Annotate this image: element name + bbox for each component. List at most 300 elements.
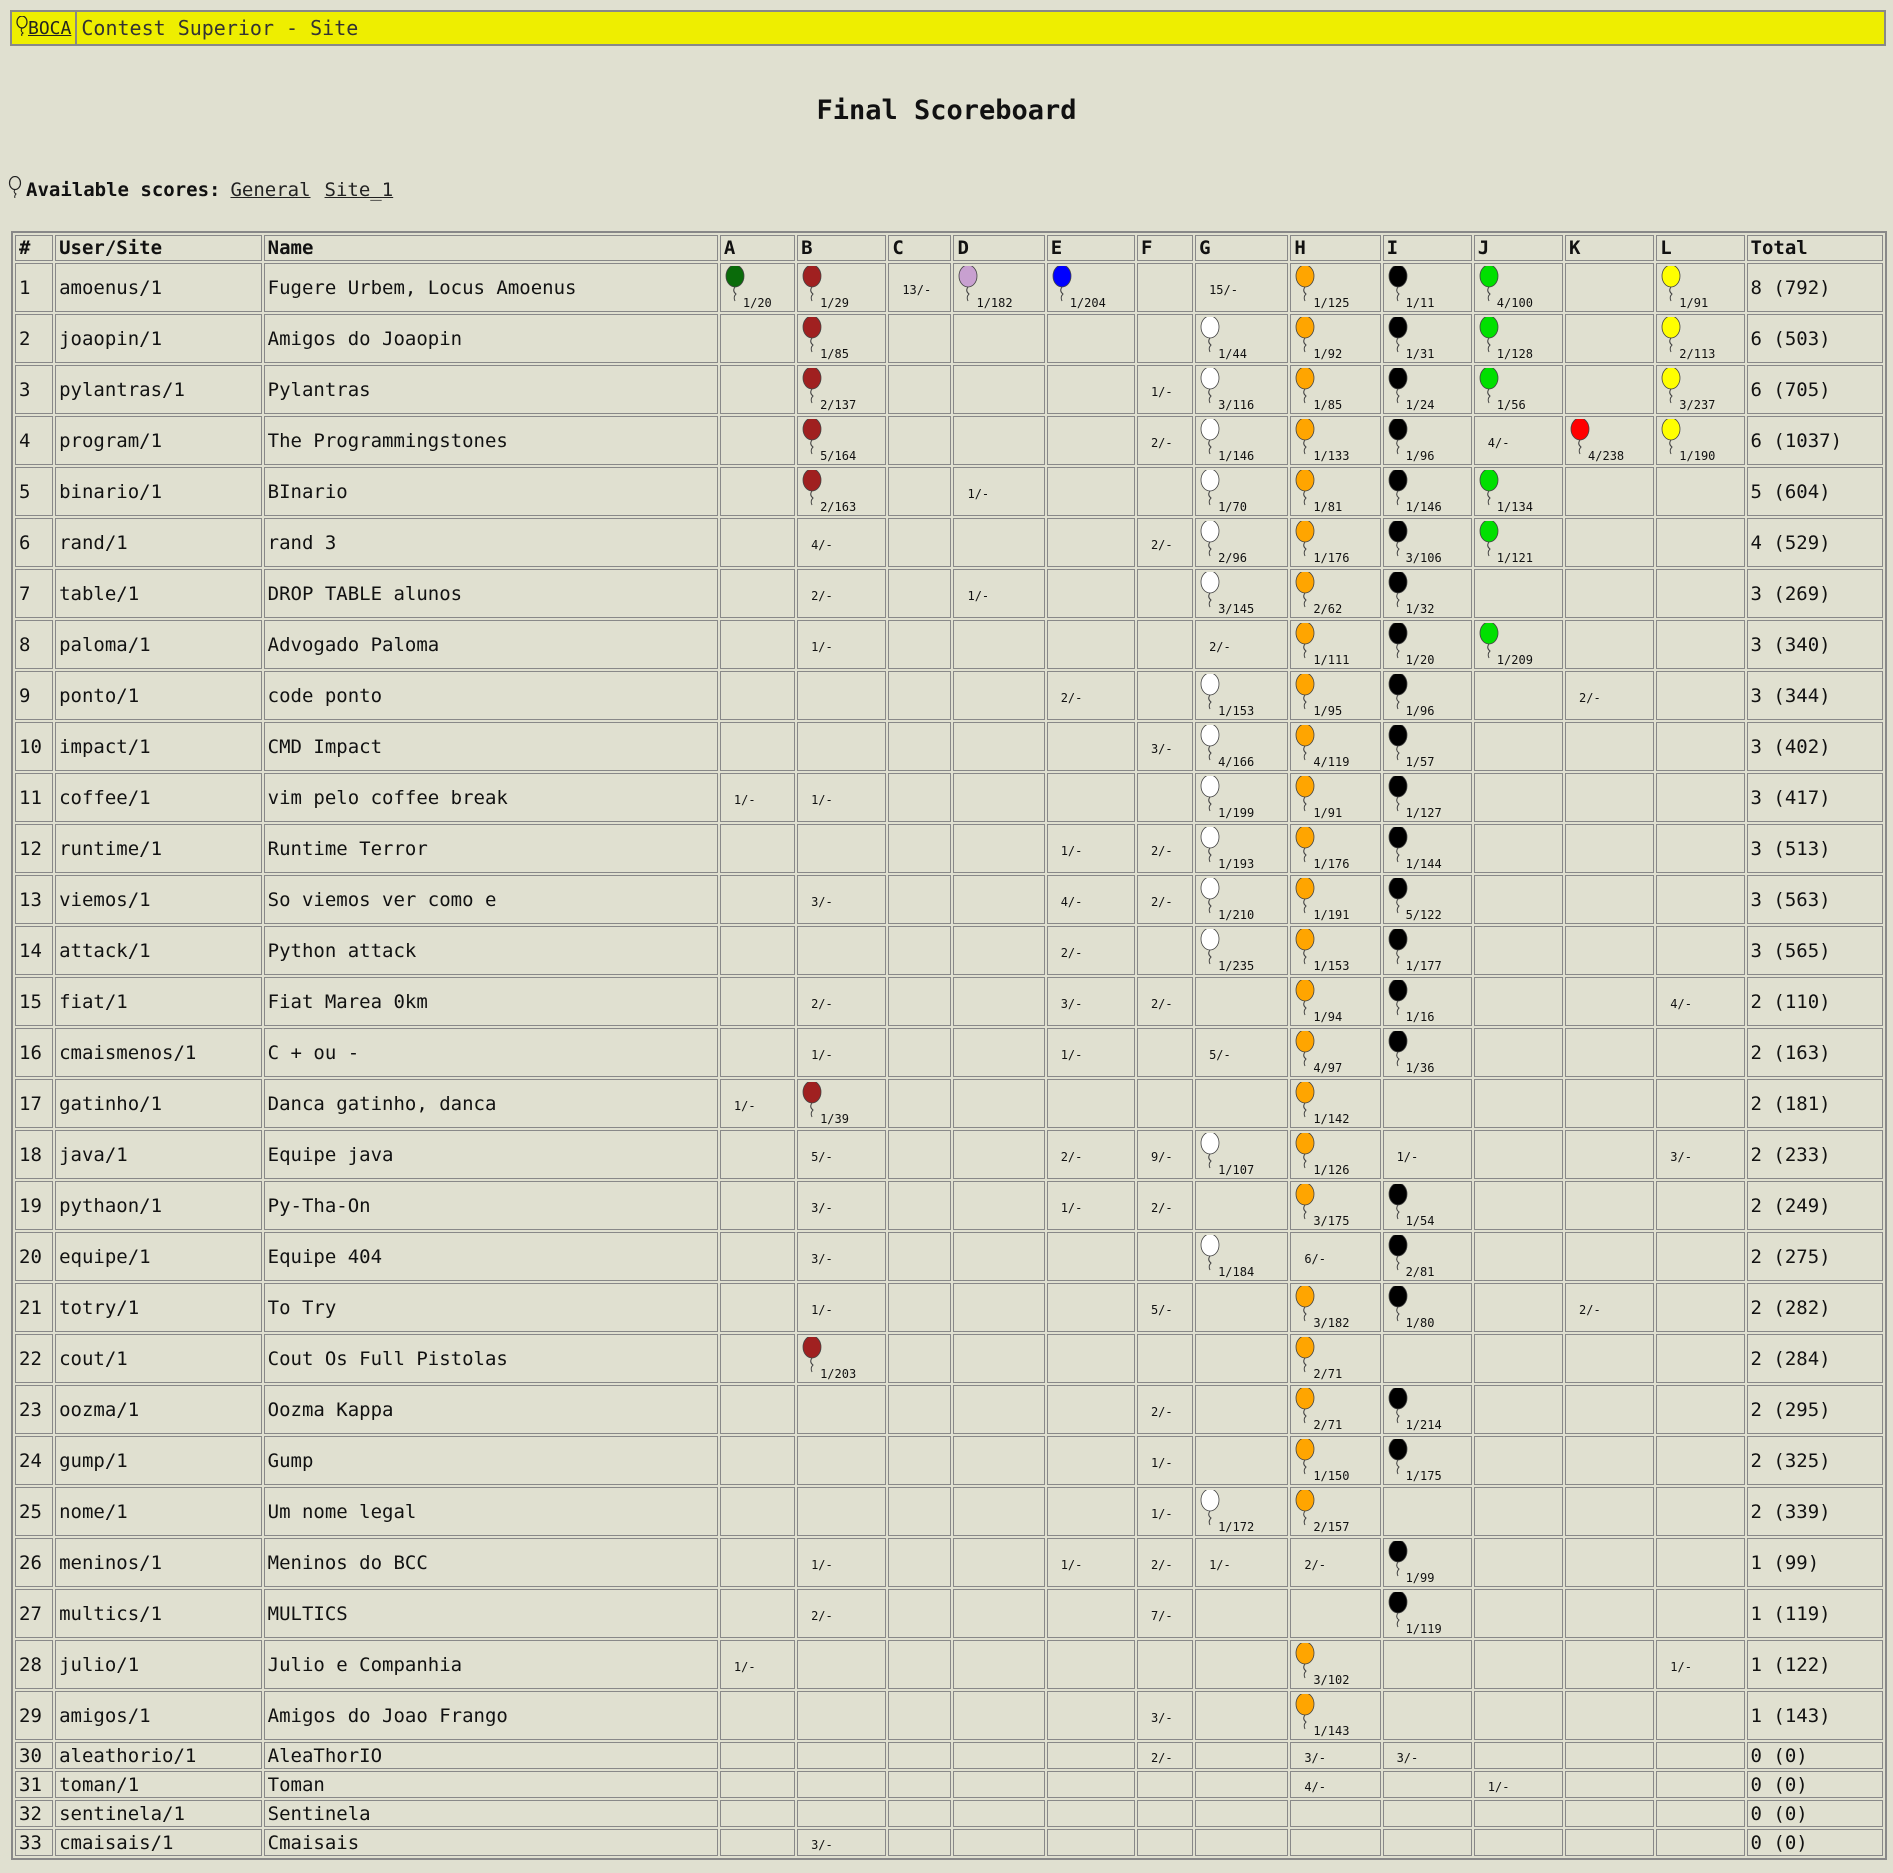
balloon-icon	[1388, 1388, 1408, 1429]
problem-cell-a	[720, 467, 795, 516]
problem-cell-c	[888, 824, 951, 873]
team-name-cell: rand 3	[264, 518, 718, 567]
problem-score: 5/122	[1405, 908, 1442, 922]
problem-cell-l	[1656, 1640, 1744, 1689]
rank-cell: 11	[15, 773, 53, 822]
balloon-icon	[958, 266, 978, 307]
user-site-cell: impact/1	[55, 722, 262, 771]
problem-cell-b	[797, 1829, 886, 1856]
problem-cell-g	[1195, 1283, 1288, 1332]
problem-score: 5/164	[820, 449, 857, 463]
total-cell: 3 (565)	[1747, 926, 1884, 975]
problem-cell-a	[720, 671, 795, 720]
table-row	[15, 722, 1883, 771]
problem-score: 3/-	[1150, 1710, 1173, 1725]
rank-cell: 25	[15, 1487, 53, 1536]
problem-cell-d	[953, 314, 1044, 363]
balloon-icon	[1200, 929, 1220, 970]
problem-score: 1/57	[1405, 755, 1435, 769]
problem-cell-l	[1656, 1487, 1744, 1536]
problem-cell-e	[1047, 1800, 1135, 1827]
team-name-cell: Amigos do Joaopin	[264, 314, 718, 363]
problem-cell-h	[1290, 620, 1380, 669]
problem-score: 2/71	[1313, 1418, 1343, 1432]
problem-score: 3/-	[811, 1837, 833, 1852]
problem-cell-f	[1137, 569, 1193, 618]
table-row	[15, 1589, 1883, 1638]
problem-cell-d	[953, 1640, 1044, 1689]
problem-cell-f	[1137, 1691, 1193, 1740]
column-header: #	[15, 235, 53, 261]
problem-score: 1/-	[1150, 384, 1173, 399]
problem-cell-g	[1195, 1742, 1288, 1769]
problem-cell-d	[953, 518, 1044, 567]
total-cell: 1 (99)	[1747, 1538, 1884, 1587]
problem-score: 1/20	[1405, 653, 1435, 667]
balloon-icon	[802, 266, 822, 307]
total-cell: 0 (0)	[1747, 1771, 1884, 1798]
general-score-link[interactable]: General	[230, 178, 311, 201]
table-row	[15, 1283, 1883, 1332]
problem-cell-i	[1383, 1079, 1472, 1128]
balloon-icon	[1570, 419, 1590, 460]
team-name-cell: Equipe 404	[264, 1232, 718, 1281]
problem-cell-d	[953, 671, 1044, 720]
problem-cell-j	[1474, 569, 1563, 618]
problem-cell-j	[1474, 1829, 1563, 1856]
problem-cell-j	[1474, 1538, 1563, 1587]
problem-score: 1/111	[1313, 653, 1350, 667]
problem-cell-d	[953, 1800, 1044, 1827]
rank-cell: 13	[15, 875, 53, 924]
balloon-icon	[1295, 878, 1315, 919]
problem-cell-k	[1565, 1800, 1654, 1827]
team-name-cell: Cmaisais	[264, 1829, 718, 1856]
problem-cell-f	[1137, 1079, 1193, 1128]
balloon-icon	[802, 1337, 822, 1378]
problem-cell-l	[1656, 1829, 1744, 1856]
problem-cell-h	[1290, 1829, 1380, 1856]
problem-cell-g	[1195, 1334, 1288, 1383]
problem-cell-j	[1474, 824, 1563, 873]
problem-score: 1/146	[1405, 500, 1442, 514]
team-name-cell: Runtime Terror	[264, 824, 718, 873]
team-name-cell: To Try	[264, 1283, 718, 1332]
problem-score: 1/54	[1405, 1214, 1435, 1228]
problem-cell-j	[1474, 1800, 1563, 1827]
problem-cell-i	[1383, 1829, 1472, 1856]
problem-cell-l	[1656, 467, 1744, 516]
balloon-icon	[1388, 725, 1408, 766]
problem-cell-f	[1137, 1742, 1193, 1769]
balloon-icon	[1295, 572, 1315, 613]
problem-score: 1/56	[1496, 398, 1526, 412]
problem-cell-d	[953, 977, 1044, 1026]
problem-cell-f	[1137, 773, 1193, 822]
problem-score: 1/-	[1150, 1455, 1173, 1470]
problem-cell-d	[953, 263, 1044, 312]
problem-cell-k	[1565, 671, 1654, 720]
user-site-cell: toman/1	[55, 1771, 262, 1798]
problem-cell-g	[1195, 1640, 1288, 1689]
balloon-icon	[1200, 827, 1220, 868]
problem-score: 1/81	[1313, 500, 1343, 514]
team-name-cell: vim pelo coffee break	[264, 773, 718, 822]
problem-cell-c	[888, 1283, 951, 1332]
problem-cell-e	[1047, 1079, 1135, 1128]
problem-cell-l	[1656, 722, 1744, 771]
user-site-cell: multics/1	[55, 1589, 262, 1638]
problem-cell-g	[1195, 1232, 1288, 1281]
column-header: User/Site	[55, 235, 262, 261]
problem-cell-i	[1383, 1640, 1472, 1689]
problem-cell-h	[1290, 518, 1380, 567]
problem-score: 1/199	[1218, 806, 1255, 820]
table-row	[15, 1538, 1883, 1587]
problem-cell-b	[797, 1385, 886, 1434]
problem-cell-b	[797, 1487, 886, 1536]
problem-cell-i	[1383, 416, 1472, 465]
problem-score: 1/-	[1487, 1779, 1510, 1794]
balloon-icon	[8, 176, 22, 203]
problem-cell-e	[1047, 773, 1135, 822]
table-row	[15, 416, 1883, 465]
boca-link[interactable]: BOCA	[28, 17, 72, 39]
user-site-cell: binario/1	[55, 467, 262, 516]
problem-cell-c	[888, 1028, 951, 1077]
problem-cell-g	[1195, 1028, 1288, 1077]
problem-cell-g	[1195, 1487, 1288, 1536]
problem-cell-c	[888, 1640, 951, 1689]
problem-score: 1/184	[1218, 1265, 1255, 1279]
problem-cell-i	[1383, 1691, 1472, 1740]
problem-score: 1/172	[1218, 1520, 1255, 1534]
problem-cell-c	[888, 1742, 951, 1769]
balloon-icon	[1479, 623, 1499, 664]
problem-score: 2/157	[1313, 1520, 1350, 1534]
rank-cell: 4	[15, 416, 53, 465]
team-name-cell: CMD Impact	[264, 722, 718, 771]
problem-cell-f	[1137, 620, 1193, 669]
boca-logo[interactable]	[12, 12, 77, 44]
problem-cell-a	[720, 569, 795, 618]
total-cell: 0 (0)	[1747, 1742, 1884, 1769]
balloon-icon	[802, 419, 822, 460]
problem-score: 2/-	[1150, 1750, 1173, 1765]
problem-cell-d	[953, 467, 1044, 516]
balloon-icon	[1295, 1694, 1315, 1735]
user-site-cell: amigos/1	[55, 1691, 262, 1740]
problem-score: 2/-	[1060, 945, 1083, 960]
problem-score: 1/121	[1496, 551, 1533, 565]
problem-cell-f	[1137, 1538, 1193, 1587]
total-cell: 1 (143)	[1747, 1691, 1884, 1740]
problem-cell-a	[720, 1640, 795, 1689]
problem-cell-h	[1290, 1691, 1380, 1740]
problem-cell-c	[888, 1487, 951, 1536]
problem-cell-k	[1565, 977, 1654, 1026]
problem-cell-i	[1383, 1538, 1472, 1587]
problem-score: 13/-	[902, 282, 932, 297]
problem-score: 2/-	[1060, 1149, 1083, 1164]
user-site-cell: equipe/1	[55, 1232, 262, 1281]
problem-cell-k	[1565, 1079, 1654, 1128]
problem-cell-l	[1656, 1589, 1744, 1638]
balloon-icon	[1295, 623, 1315, 664]
problem-cell-a	[720, 1079, 795, 1128]
problem-cell-l	[1656, 824, 1744, 873]
balloon-icon	[802, 368, 822, 409]
problem-cell-d	[953, 1742, 1044, 1769]
problem-cell-h	[1290, 467, 1380, 516]
rank-cell: 33	[15, 1829, 53, 1856]
problem-cell-j	[1474, 263, 1563, 312]
problem-cell-j	[1474, 1771, 1563, 1798]
problem-cell-c	[888, 875, 951, 924]
problem-cell-l	[1656, 1130, 1744, 1179]
problem-cell-g	[1195, 722, 1288, 771]
balloon-icon	[1388, 1286, 1408, 1327]
problem-cell-l	[1656, 926, 1744, 975]
problem-cell-h	[1290, 926, 1380, 975]
problem-cell-e	[1047, 875, 1135, 924]
problem-cell-j	[1474, 1028, 1563, 1077]
rank-cell: 2	[15, 314, 53, 363]
problem-score: 1/134	[1496, 500, 1533, 514]
problem-cell-l	[1656, 365, 1744, 414]
problem-cell-a	[720, 1800, 795, 1827]
balloon-icon	[1295, 368, 1315, 409]
problem-cell-j	[1474, 773, 1563, 822]
column-header: L	[1656, 235, 1744, 261]
problem-cell-b	[797, 1538, 886, 1587]
balloon-icon	[1661, 368, 1681, 409]
problem-cell-k	[1565, 1691, 1654, 1740]
user-site-cell: gump/1	[55, 1436, 262, 1485]
page-title: Final Scoreboard	[816, 95, 1077, 126]
problem-cell-b	[797, 1079, 886, 1128]
balloon-icon	[1388, 1592, 1408, 1633]
problem-cell-d	[953, 1436, 1044, 1485]
problem-cell-a	[720, 1829, 795, 1856]
problem-cell-k	[1565, 824, 1654, 873]
balloon-icon	[1388, 1031, 1408, 1072]
balloon-icon	[1295, 521, 1315, 562]
problem-cell-b	[797, 977, 886, 1026]
problem-score: 2/137	[820, 398, 857, 412]
column-header: I	[1383, 235, 1472, 261]
problem-cell-c	[888, 365, 951, 414]
problem-cell-l	[1656, 1283, 1744, 1332]
problem-cell-b	[797, 1181, 886, 1230]
problem-cell-j	[1474, 977, 1563, 1026]
problem-cell-h	[1290, 1385, 1380, 1434]
problem-score: 6/-	[1304, 1251, 1327, 1266]
total-cell: 2 (181)	[1747, 1079, 1884, 1128]
problem-cell-f	[1137, 467, 1193, 516]
rank-cell: 18	[15, 1130, 53, 1179]
problem-cell-b	[797, 1334, 886, 1383]
team-name-cell: Toman	[264, 1771, 718, 1798]
table-row	[15, 671, 1883, 720]
problem-cell-h	[1290, 977, 1380, 1026]
user-site-cell: pythaon/1	[55, 1181, 262, 1230]
problem-score: 4/-	[1487, 435, 1510, 450]
problem-score: 1/203	[820, 1367, 857, 1381]
balloon-icon	[1388, 776, 1408, 817]
problem-cell-h	[1290, 365, 1380, 414]
contest-title: Contest Superior - Site	[81, 16, 359, 40]
problem-cell-j	[1474, 314, 1563, 363]
problem-cell-g	[1195, 1771, 1288, 1798]
problem-cell-d	[953, 1829, 1044, 1856]
problem-cell-l	[1656, 1771, 1744, 1798]
problem-cell-c	[888, 1385, 951, 1434]
balloon-icon	[16, 16, 28, 41]
problem-score: 2/-	[811, 588, 833, 603]
balloon-icon	[1200, 521, 1220, 562]
problem-cell-h	[1290, 263, 1380, 312]
problem-cell-g	[1195, 518, 1288, 567]
problem-cell-i	[1383, 1800, 1472, 1827]
problem-score: 2/-	[1579, 690, 1601, 705]
problem-cell-a	[720, 722, 795, 771]
rank-cell: 26	[15, 1538, 53, 1587]
problem-cell-d	[953, 824, 1044, 873]
user-site-cell: program/1	[55, 416, 262, 465]
problem-cell-i	[1383, 773, 1472, 822]
problem-score: 3/145	[1218, 602, 1255, 616]
problem-cell-g	[1195, 263, 1288, 312]
problem-score: 2/-	[1150, 1404, 1173, 1419]
balloon-icon	[1388, 929, 1408, 970]
problem-cell-f	[1137, 875, 1193, 924]
total-cell: 3 (402)	[1747, 722, 1884, 771]
balloon-icon	[1052, 266, 1072, 307]
problem-cell-e	[1047, 518, 1135, 567]
problem-score: 1/190	[1679, 449, 1716, 463]
problem-score: 2/-	[1150, 1557, 1173, 1572]
problem-cell-d	[953, 1691, 1044, 1740]
balloon-icon	[1479, 521, 1499, 562]
problem-cell-l	[1656, 773, 1744, 822]
team-name-cell: Fugere Urbem, Locus Amoenus	[264, 263, 718, 312]
problem-cell-f	[1137, 518, 1193, 567]
problem-cell-h	[1290, 722, 1380, 771]
problem-cell-a	[720, 416, 795, 465]
problem-score: 1/94	[1313, 1010, 1343, 1024]
problem-cell-f	[1137, 1232, 1193, 1281]
balloon-icon	[725, 266, 745, 307]
balloon-icon	[1388, 1184, 1408, 1225]
problem-cell-j	[1474, 416, 1563, 465]
problem-cell-e	[1047, 1385, 1135, 1434]
rank-cell: 30	[15, 1742, 53, 1769]
problem-cell-i	[1383, 1283, 1472, 1332]
problem-cell-l	[1656, 314, 1744, 363]
problem-score: 3/-	[1060, 996, 1083, 1011]
user-site-cell: ponto/1	[55, 671, 262, 720]
problem-cell-b	[797, 263, 886, 312]
table-row	[15, 1436, 1883, 1485]
problem-cell-i	[1383, 1181, 1472, 1230]
problem-cell-e	[1047, 824, 1135, 873]
total-cell: 3 (344)	[1747, 671, 1884, 720]
balloon-icon	[1388, 980, 1408, 1021]
problem-score: 3/106	[1405, 551, 1442, 565]
rank-cell: 21	[15, 1283, 53, 1332]
user-site-cell: cout/1	[55, 1334, 262, 1383]
problem-cell-h	[1290, 1334, 1380, 1383]
problem-score: 2/-	[1579, 1302, 1601, 1317]
problem-score: 1/191	[1313, 908, 1350, 922]
balloon-icon	[1200, 419, 1220, 460]
problem-score: 9/-	[1150, 1149, 1173, 1164]
problem-cell-c	[888, 416, 951, 465]
problem-score: 3/237	[1679, 398, 1716, 412]
problem-cell-e	[1047, 365, 1135, 414]
problem-cell-i	[1383, 875, 1472, 924]
problem-cell-a	[720, 1385, 795, 1434]
problem-cell-h	[1290, 1487, 1380, 1536]
problem-cell-a	[720, 773, 795, 822]
problem-cell-h	[1290, 875, 1380, 924]
problem-cell-c	[888, 1538, 951, 1587]
site1-score-link[interactable]: Site_1	[324, 178, 394, 201]
balloon-icon	[1295, 725, 1315, 766]
table-row	[15, 1028, 1883, 1077]
problem-cell-h	[1290, 416, 1380, 465]
problem-score: 1/70	[1218, 500, 1247, 514]
problem-cell-k	[1565, 875, 1654, 924]
balloon-icon	[1388, 1439, 1408, 1480]
problem-cell-k	[1565, 1829, 1654, 1856]
total-cell: 6 (1037)	[1747, 416, 1884, 465]
problem-cell-g	[1195, 569, 1288, 618]
problem-cell-g	[1195, 1130, 1288, 1179]
balloon-icon	[1295, 674, 1315, 715]
problem-score: 1/32	[1405, 602, 1435, 616]
problem-cell-i	[1383, 467, 1472, 516]
total-cell: 5 (604)	[1747, 467, 1884, 516]
problem-cell-f	[1137, 1487, 1193, 1536]
team-name-cell: So viemos ver como e	[264, 875, 718, 924]
table-row	[15, 1487, 1883, 1536]
problem-cell-j	[1474, 1589, 1563, 1638]
column-header: E	[1047, 235, 1135, 261]
problem-cell-a	[720, 1487, 795, 1536]
problem-cell-h	[1290, 773, 1380, 822]
team-name-cell: C + ou -	[264, 1028, 718, 1077]
problem-cell-f	[1137, 416, 1193, 465]
problem-score: 5/-	[811, 1149, 833, 1164]
problem-cell-e	[1047, 1487, 1135, 1536]
problem-cell-g	[1195, 671, 1288, 720]
problem-cell-c	[888, 620, 951, 669]
problem-cell-e	[1047, 1334, 1135, 1383]
problem-score: 1/127	[1405, 806, 1442, 820]
problem-cell-e	[1047, 1436, 1135, 1485]
problem-cell-e	[1047, 1232, 1135, 1281]
problem-cell-k	[1565, 1436, 1654, 1485]
problem-cell-c	[888, 1181, 951, 1230]
total-cell: 2 (110)	[1747, 977, 1884, 1026]
problem-cell-b	[797, 1771, 886, 1798]
problem-score: 15/-	[1209, 282, 1238, 297]
balloon-icon	[1388, 827, 1408, 868]
user-site-cell: gatinho/1	[55, 1079, 262, 1128]
table-row	[15, 1130, 1883, 1179]
